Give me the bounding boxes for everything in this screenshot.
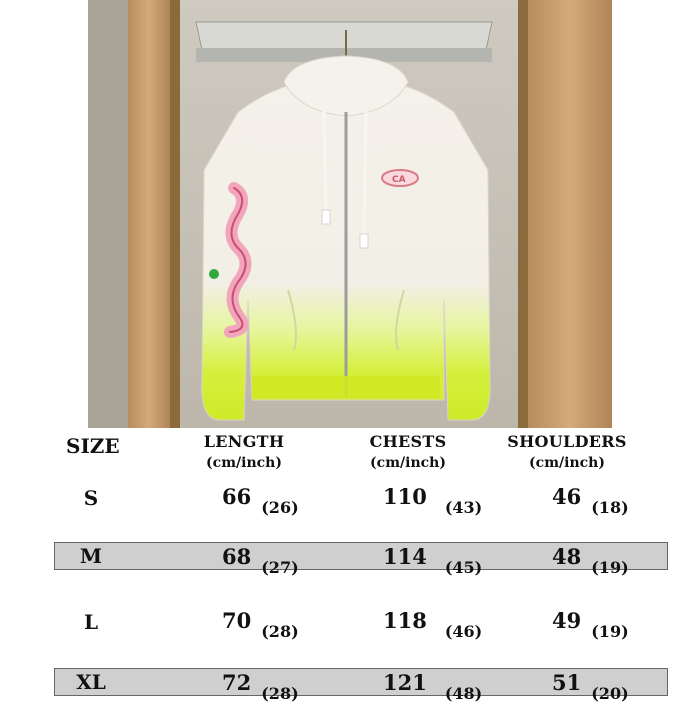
size-header: SIZE [66, 434, 120, 458]
product-photo [88, 0, 612, 428]
shoulders-title: SHOULDERS [507, 432, 627, 451]
chests-title: CHESTS [369, 432, 447, 451]
length-title: LENGTH [203, 432, 285, 451]
size-table [0, 428, 700, 703]
chests-header [356, 432, 460, 471]
table-row-s [0, 484, 700, 517]
chest-value: 110 (43) [383, 484, 483, 517]
chest-value: 121 (48) [383, 670, 483, 703]
size-label: L [83, 610, 99, 634]
table-row-xl [0, 668, 700, 703]
shoulders-unit: (cm/inch) [529, 455, 605, 471]
chest-value: 114 (45) [383, 544, 483, 577]
chests-unit: (cm/inch) [370, 455, 446, 471]
size-label: XL [76, 670, 106, 694]
shoulder-value: 51 (20) [552, 670, 629, 703]
table-row-m [0, 542, 700, 577]
shoulder-value: 46 (18) [552, 484, 629, 517]
shoulder-value: 49 (19) [552, 608, 629, 641]
chest-value: 118 (46) [383, 608, 483, 641]
length-value: 66 (26) [222, 484, 299, 517]
length-header [194, 432, 294, 471]
size-label: M [79, 544, 103, 568]
length-value: 70 (28) [222, 608, 299, 641]
shoulders-header [500, 432, 634, 471]
length-value: 72 (28) [222, 670, 299, 703]
shoulder-value: 48 (19) [552, 544, 629, 577]
table-row-l [0, 608, 700, 641]
svg-text:CA: CA [392, 175, 406, 185]
size-label: S [83, 486, 99, 510]
length-unit: (cm/inch) [206, 455, 282, 471]
length-value: 68 (27) [222, 544, 299, 577]
